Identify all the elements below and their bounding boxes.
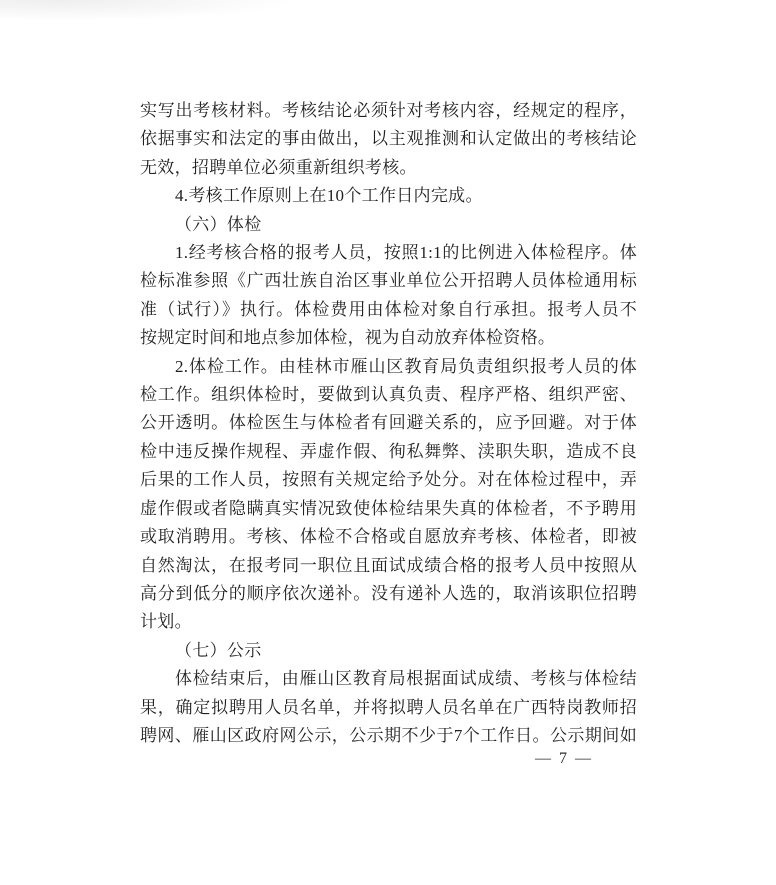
text-line: 无效，招聘单位必须重新组织考核。 — [140, 157, 417, 177]
text-line: 体检结束后，由雁山区教育局根据面试成绩、考核与体检结 — [175, 669, 637, 689]
text-line-section-heading: （六）体检 — [175, 214, 262, 234]
document-body — [140, 97, 637, 750]
text-line: 准（试行）》执行。体检费用由体检对象自行承担。报考人员不 — [140, 299, 637, 319]
text-line: 果，确定拟聘用人员名单，并将拟聘人员名单在广西特岗教师招 — [140, 697, 637, 717]
text-line: 检标准参照《广西壮族自治区事业单位公开招聘人员体检通用标 — [140, 271, 637, 291]
text-line: 4.考核工作原则上在10个工作日内完成。 — [175, 186, 483, 206]
text-line: 自然淘汰，在报考同一职位且面试成绩合格的报考人员中按照从 — [140, 555, 637, 575]
text-line: 聘网、雁山区政府网公示，公示期不少于7个工作日。公示期间如 — [140, 725, 637, 745]
text-line: 虚作假或者隐瞒真实情况致使体检结果失真的体检者，不予聘用 — [140, 498, 637, 518]
text-line: 检中违反操作规程、弄虚作假、徇私舞弊、渎职失职，造成不良 — [140, 441, 637, 461]
text-line: 后果的工作人员，按照有关规定给予处分。对在体检过程中，弄 — [140, 470, 637, 490]
text-line: 2.体检工作。由桂林市雁山区教育局负责组织报考人员的体 — [175, 356, 637, 376]
text-line-section-heading: （七）公示 — [175, 640, 262, 660]
text-line: 计划。 — [140, 612, 192, 632]
text-line: 1.经考核合格的报考人员，按照1:1的比例进入体检程序。体 — [175, 243, 637, 263]
text-line: 高分到低分的顺序依次递补。没有递补人选的，取消该职位招聘 — [140, 583, 637, 603]
text-line: 实写出考核材料。考核结论必须针对考核内容，经规定的程序， — [140, 101, 637, 120]
page-number: — 7 — — [535, 750, 593, 767]
scan-shading-top — [0, 0, 420, 26]
text-line: 或取消聘用。考核、体检不合格或自愿放弃考核、体检者，即被 — [140, 527, 637, 547]
text-line: 按规定时间和地点参加体检，视为自动放弃体检资格。 — [140, 328, 556, 348]
text-line: 公开透明。体检医生与体检者有回避关系的，应予回避。对于体 — [140, 413, 637, 433]
text-line: 检工作。组织体检时，要做到认真负责、程序严格、组织严密、 — [140, 385, 637, 405]
text-line: 依据事实和法定的事由做出，以主观推测和认定做出的考核结论 — [140, 129, 637, 149]
